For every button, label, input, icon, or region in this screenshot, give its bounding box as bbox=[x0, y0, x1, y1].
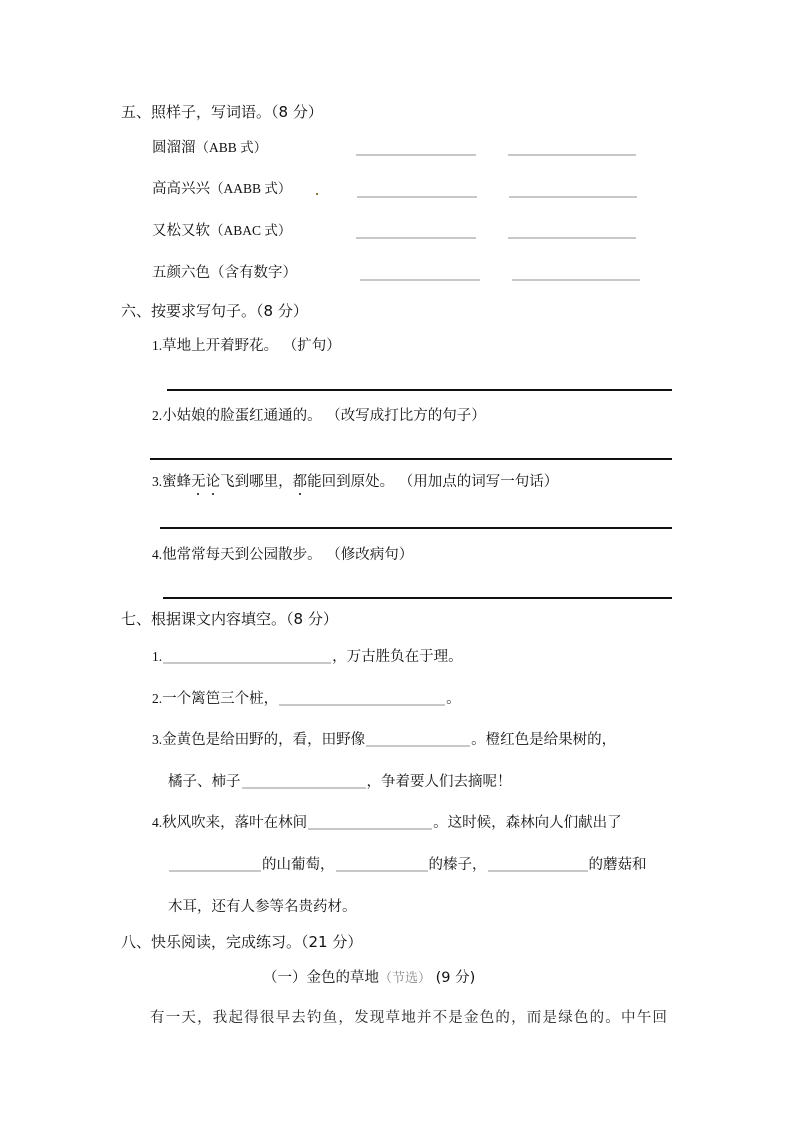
item-number: 4. bbox=[152, 815, 163, 830]
answer-line-4[interactable] bbox=[163, 597, 672, 599]
sentence-item-3 bbox=[152, 473, 558, 491]
section-7-title: 七、根据课文内容填空。（8 分） bbox=[121, 610, 338, 628]
answer-blank-2b[interactable] bbox=[509, 196, 637, 198]
passage-paragraph-line-1: 有一天，我起得很早去钓鱼，发现草地并不是金色的，而是绿色的。中午回 bbox=[150, 1010, 669, 1026]
passage-note: （节选） bbox=[379, 971, 432, 986]
item-number: 2. bbox=[152, 691, 163, 706]
stray-mark bbox=[316, 193, 318, 195]
word-pattern: （ABAC 式） bbox=[210, 223, 292, 238]
sentence-text: 他常常每天到公园散步。 bbox=[162, 547, 322, 563]
passage-title: （一）金色的草地 bbox=[263, 970, 379, 986]
sentence-text: 飞到哪里， bbox=[220, 474, 293, 490]
item-number: 1. bbox=[152, 649, 163, 664]
fill-item-3-line-2 bbox=[168, 773, 512, 791]
fill-item-2 bbox=[152, 690, 461, 708]
item-number: 3. bbox=[152, 474, 163, 489]
word-text: 五颜六色 bbox=[152, 265, 210, 281]
fill-text: 秋风吹来，落叶在林间 bbox=[162, 815, 308, 831]
sentence-item-2 bbox=[152, 407, 486, 425]
fill-text: 。 bbox=[446, 691, 461, 707]
item-number: 1. bbox=[152, 338, 163, 353]
word-item-1 bbox=[152, 139, 267, 157]
dotted-char: 论 bbox=[205, 474, 221, 490]
sentence-requirement: （改写成打比方的句子） bbox=[326, 408, 486, 424]
sentence-item-4 bbox=[152, 546, 413, 564]
fill-text: 的榛子， bbox=[428, 857, 487, 873]
fill-item-4-line-1 bbox=[152, 814, 622, 832]
word-pattern: （含有数字） bbox=[210, 265, 297, 281]
fill-blank[interactable] bbox=[366, 745, 470, 747]
fill-blank[interactable] bbox=[336, 870, 428, 872]
passage-score: (9 分) bbox=[435, 970, 476, 986]
fill-item-4-line-3: 木耳，还有人参等名贵药材。 bbox=[168, 899, 357, 915]
fill-text: 一个篱笆三个桩， bbox=[162, 691, 279, 707]
answer-blank-1b[interactable] bbox=[508, 154, 636, 156]
item-number: 2. bbox=[152, 408, 163, 423]
fill-text: ，万古胜负在于理。 bbox=[332, 649, 463, 665]
section-5-title: 五、照样子，写词语。（8 分） bbox=[121, 103, 323, 121]
answer-blank-1a[interactable] bbox=[356, 154, 476, 156]
answer-blank-4a[interactable] bbox=[360, 279, 480, 281]
fill-blank[interactable] bbox=[488, 870, 588, 872]
fill-text: 的山葡萄， bbox=[262, 857, 335, 873]
answer-blank-3b[interactable] bbox=[508, 237, 636, 239]
fill-blank[interactable] bbox=[279, 704, 445, 706]
answer-line-3[interactable] bbox=[160, 527, 672, 529]
word-item-3 bbox=[152, 222, 291, 240]
word-pattern: （ABB 式） bbox=[195, 140, 268, 155]
answer-line-1[interactable] bbox=[167, 389, 672, 391]
item-number: 3. bbox=[152, 732, 163, 747]
sentence-text: 蜜蜂 bbox=[162, 474, 192, 490]
fill-blank[interactable] bbox=[169, 870, 261, 872]
answer-line-2[interactable] bbox=[150, 458, 672, 460]
sentence-item-1 bbox=[152, 337, 341, 355]
dotted-char: 无 bbox=[191, 474, 206, 490]
fill-blank[interactable] bbox=[163, 662, 331, 664]
fill-item-4-line-2 bbox=[168, 856, 647, 874]
answer-blank-2a[interactable] bbox=[357, 196, 477, 198]
fill-blank[interactable] bbox=[308, 828, 432, 830]
fill-text: 金黄色是给田野的，看，田野像 bbox=[162, 732, 366, 748]
fill-text: ，争着要人们去摘呢！ bbox=[366, 774, 512, 790]
fill-item-3-line-1 bbox=[152, 731, 616, 749]
sentence-text: 能回到原处。 bbox=[307, 474, 395, 490]
fill-text: 橘子、柿子 bbox=[168, 774, 241, 790]
answer-blank-3a[interactable] bbox=[356, 237, 476, 239]
item-number: 4. bbox=[152, 547, 163, 562]
word-text: 高高兴兴 bbox=[152, 181, 210, 197]
sentence-text: 小姑娘的脸蛋红通通的。 bbox=[162, 408, 322, 424]
sentence-requirement: （扩句） bbox=[282, 338, 341, 354]
sentence-requirement: （用加点的词写一句话） bbox=[398, 474, 559, 490]
section-6-title: 六、按要求写句子。（8 分） bbox=[121, 302, 308, 320]
word-item-4 bbox=[152, 264, 297, 282]
word-pattern: （AABB 式） bbox=[210, 181, 292, 196]
word-text: 圆溜溜 bbox=[152, 140, 196, 156]
answer-blank-4b[interactable] bbox=[512, 279, 640, 281]
fill-text: 。这时候，森林向人们献出了 bbox=[433, 815, 622, 831]
section-8-title: 八、快乐阅读，完成练习。（21 分） bbox=[121, 933, 363, 951]
fill-text: 的蘑菇和 bbox=[588, 857, 647, 873]
passage-heading bbox=[263, 969, 475, 988]
sentence-requirement: （修改病句） bbox=[326, 547, 414, 563]
word-text: 又松又软 bbox=[152, 223, 210, 239]
dotted-char: 都 bbox=[292, 474, 308, 490]
word-item-2 bbox=[152, 180, 291, 198]
fill-blank[interactable] bbox=[242, 787, 366, 789]
fill-text: 。橙红色是给果树的， bbox=[471, 732, 617, 748]
fill-item-1 bbox=[152, 648, 463, 666]
sentence-text: 草地上开着野花。 bbox=[162, 338, 279, 354]
